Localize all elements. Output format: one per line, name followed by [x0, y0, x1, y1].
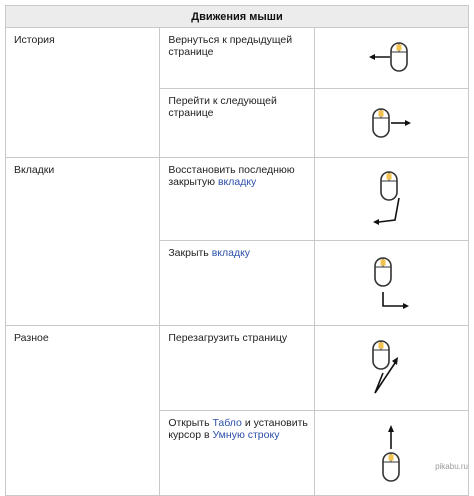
mouse-gesture-down-left-icon — [361, 168, 421, 230]
gesture-description: Вернуться к предыдущей странице — [160, 28, 314, 89]
category-misc: Разное — [6, 326, 160, 496]
smart-bar-link[interactable]: Умную строку — [212, 429, 280, 441]
table-row — [6, 158, 469, 241]
table-row — [6, 28, 469, 89]
mouse-gesture-down-up-icon — [361, 337, 421, 399]
gesture-description: Перейти к следующей странице — [160, 89, 314, 158]
tablo-link[interactable]: Табло — [212, 417, 242, 429]
mouse-gestures-table — [5, 5, 469, 496]
gesture-description: Восстановить последнюю закрытую вкладку — [160, 158, 314, 241]
watermark: pikabu.ru — [435, 462, 468, 471]
tab-link[interactable]: вкладку — [211, 247, 251, 259]
mouse-gesture-right-icon — [361, 103, 421, 143]
tab-link[interactable]: вкладку — [217, 176, 257, 188]
gesture-description: Открыть Табло и установить курсор в Умную строку — [160, 411, 314, 496]
mouse-gesture-down-right-icon — [361, 252, 421, 314]
gesture-description: Перезагрузить страницу — [160, 326, 314, 411]
mouse-gesture-up-icon — [361, 421, 421, 485]
category-tabs: Вкладки — [6, 158, 160, 326]
gesture-description: Закрыть вкладку — [160, 241, 314, 326]
mouse-gesture-left-icon — [361, 38, 421, 78]
category-history: История — [6, 28, 160, 158]
table-header: Движения мыши — [6, 6, 469, 28]
table-row — [6, 326, 469, 411]
